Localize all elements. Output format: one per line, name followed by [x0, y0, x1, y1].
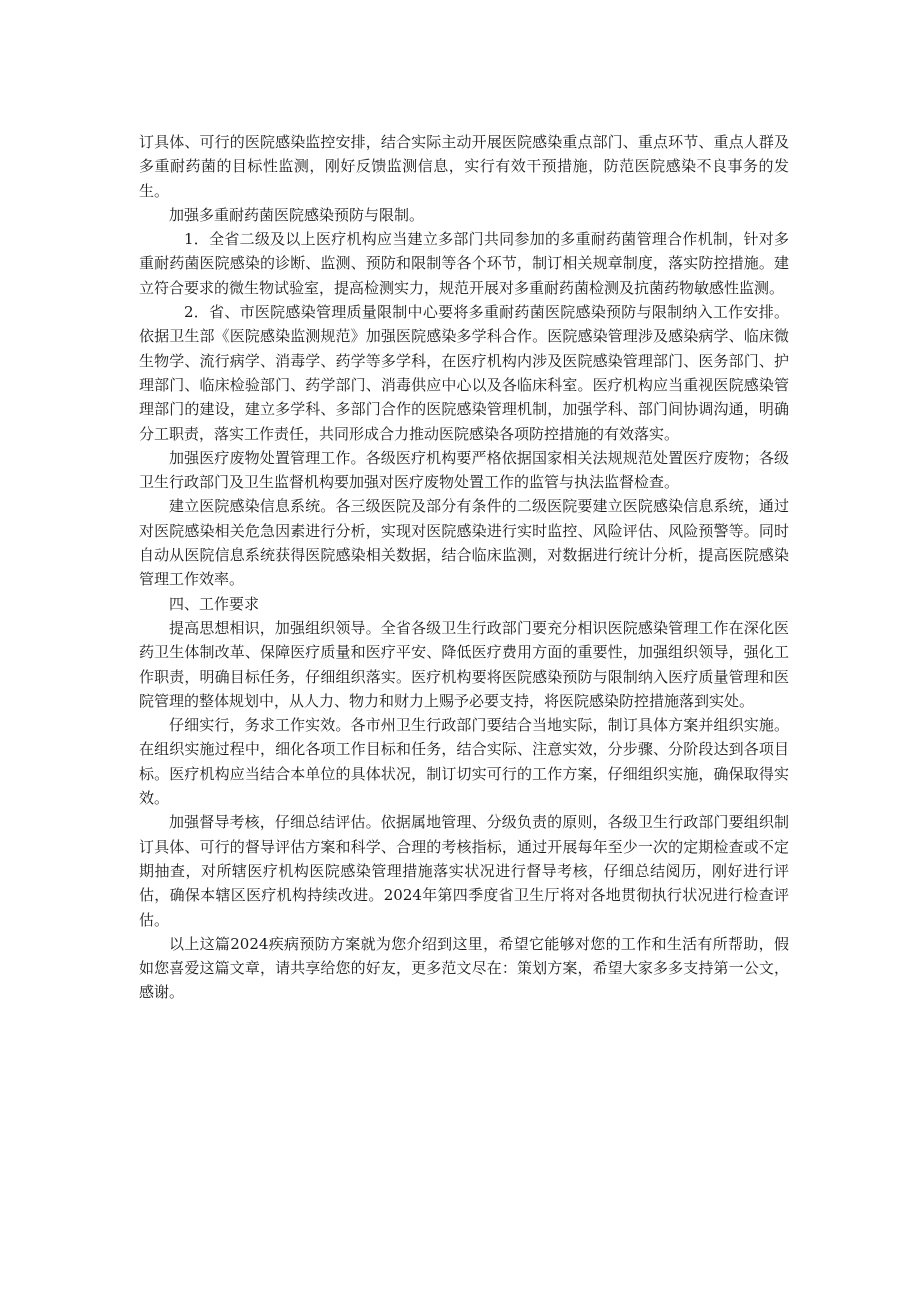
- paragraph-monitoring-continued: 订具体、可行的医院感染监控安排，结合实际主动开展医院感染重点部门、重点环节、重点人群及多重耐药菌的目标性监测，刚好反馈监测信息，实行有效干预措施，防范医院感染不良事务的发生。: [139, 133, 789, 200]
- paragraph-implementation: 仔细实行，务求工作实效。各市州卫生行政部门要结合当地实际，制订具体方案并组织实施。在组织实施过程中，细化各项工作目标和任务，结合实际、注意实效，分步骤、分阶段达到各项目标。医疗机构应当结合本单位的具体状况，制订切实可行的工作方案，仔细组织实施，确保取得实效。: [139, 716, 789, 808]
- paragraph-mdro-heading: 加强多重耐药菌医院感染预防与限制。: [169, 205, 425, 224]
- document-body: [139, 130, 789, 1005]
- paragraph-leadership: 提高思想相识，加强组织领导。全省各级卫生行政部门要充分相识医院感染管理工作在深化医药卫生体制改革、保障医疗质量和医疗平安、降低医疗费用方面的重要性，加强组织领导，强化工作职责，明确目标任务，仔细组织落实。医疗机构要将医院感染预防与限制纳入医疗质量管理和医院管理的整体规划中，从人力、物力和财力上赐予必要支持，将医院感染防控措施落到实处。: [139, 618, 789, 710]
- paragraph-info-system: 建立医院感染信息系统。各三级医院及部分有条件的二级医院要建立医院感染信息系统，通过对医院感染相关危急因素进行分析，实现对医院感染进行实时监控、风险评估、风险预警等。同时自动从医院信息系统获得医院感染相关数据，结合临床监测，对数据进行统计分析，提高医院感染管理工作效率。: [139, 497, 789, 589]
- section-heading-work-requirements: 四、工作要求: [169, 594, 260, 613]
- paragraph-closing: 以上这篇2024疾病预防方案就为您介绍到这里，希望它能够对您的工作和生活有所帮助，假如您喜爱这篇文章，请共享给您的好友，更多范文尽在：策划方案，希望大家多多支持第一公文，感谢。: [139, 934, 789, 1002]
- paragraph-item-1: 1．全省二级及以上医疗机构应当建立多部门共同参加的多重耐药菌管理合作机制，针对多重耐药菌医院感染的诊断、监测、预防和限制等各个环节，制订相关规章制度，落实防控措施。建立符合要求的微生物试验室，提高检测实力，规范开展对多重耐药菌检测及抗菌药物敏感性监测。: [139, 230, 789, 297]
- paragraph-supervision: 加强督导考核，仔细总结评估。依据属地管理、分级负责的原则，各级卫生行政部门要组织制订具体、可行的督导评估方案和科学、合理的考核指标，通过开展每年至少一次的定期检查或不定期抽查，对所辖医疗机构医院感染管理措施落实状况进行督导考核，仔细总结阅历，刚好进行评估，确保本辖区医疗机构持续改进。2024年第四季度省卫生厅将对各地贯彻执行状况进行检查评估。: [139, 813, 789, 929]
- paragraph-medical-waste: 加强医疗废物处置管理工作。各级医疗机构要严格依据国家相关法规规范处置医疗废物；各级卫生行政部门及卫生监督机构要加强对医疗废物处置工作的监管与执法监督检查。: [139, 448, 789, 492]
- paragraph-item-2: 2．省、市医院感染管理质量限制中心要将多重耐药菌医院感染预防与限制纳入工作安排。依据卫生部《医院感染监测规范》加强医院感染多学科合作。医院感染管理涉及感染病学、临床微生物学、流行病学、消毒学、药学等多学科，在医疗机构内涉及医院感染管理部门、医务部门、护理部门、临床检验部门、药学部门、消毒供应中心以及各临床科室。医疗机构应当重视医院感染管理部门的建设，建立多学科、多部门合作的医院感染管理机制，加强学科、部门间协调沟通，明确分工职责，落实工作责任，共同形成合力推动医院感染各项防控措施的有效落实。: [139, 303, 789, 443]
